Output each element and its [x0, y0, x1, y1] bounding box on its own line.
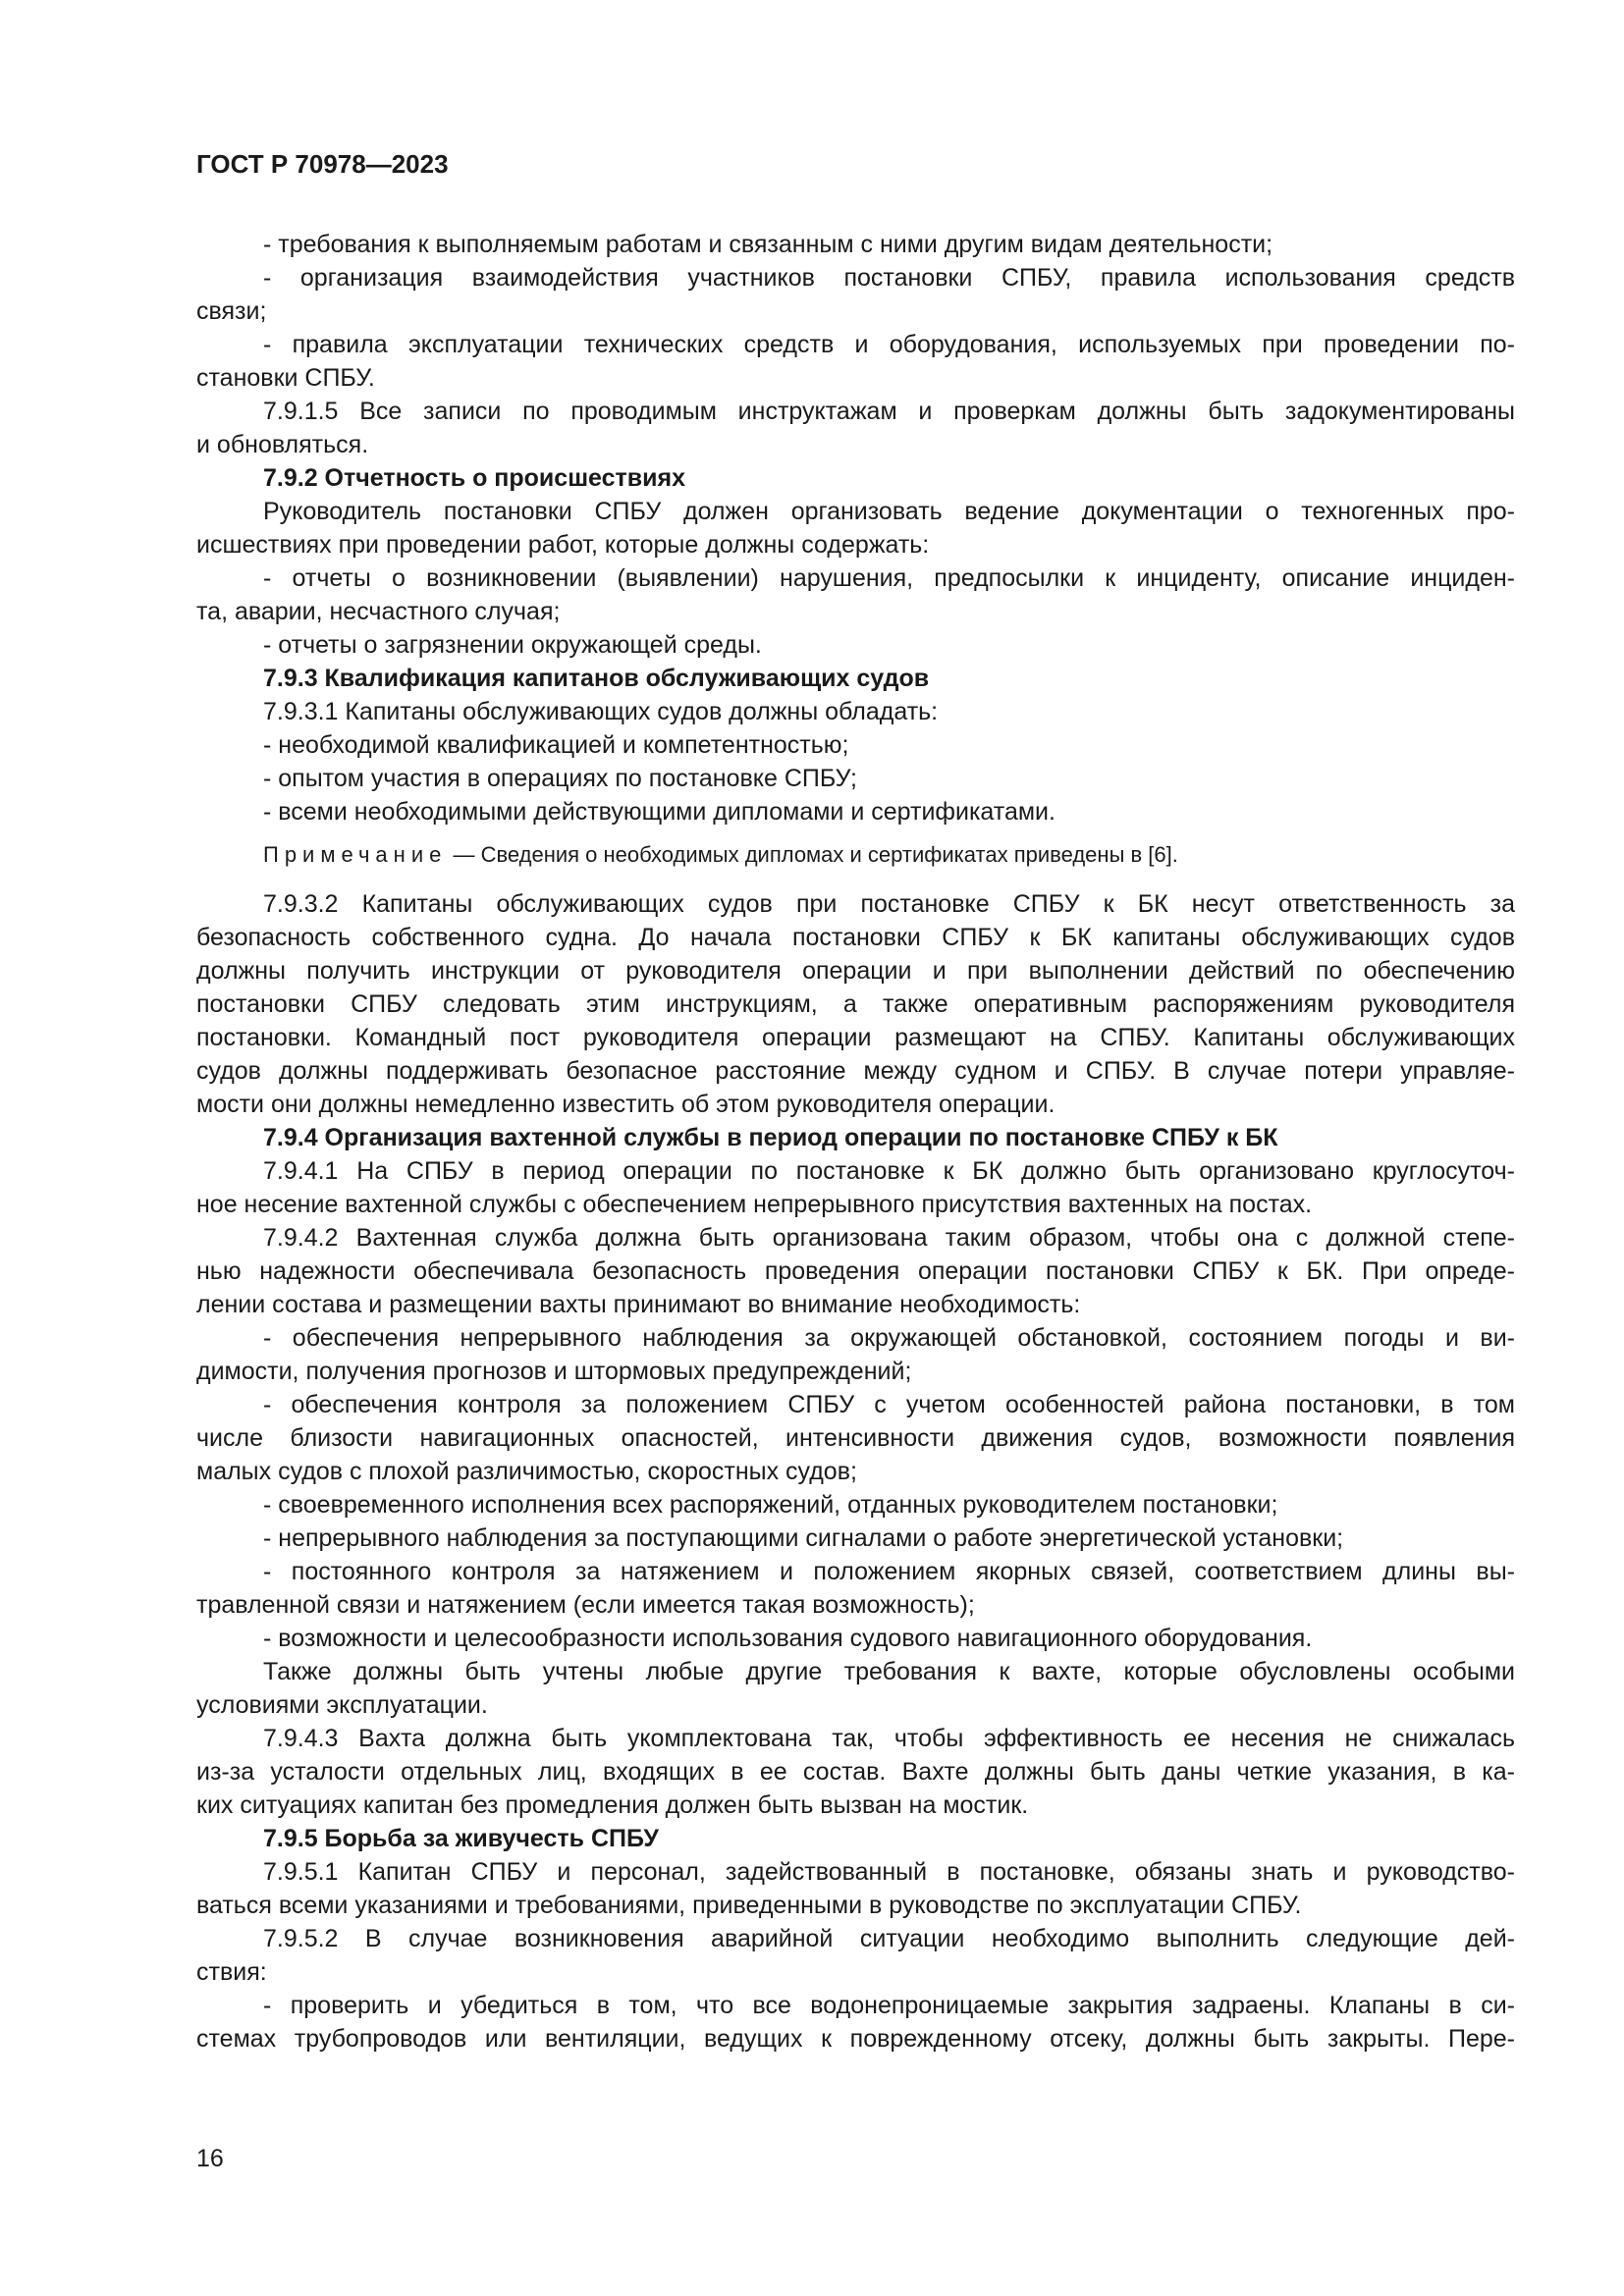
text-line: 7.9.3.1 Капитаны обслуживающих судов должны обладать: [263, 698, 939, 725]
text-line: 7.9.1.5 Все записи по проводимым инструктажам и проверкам должны быть задокументированы [263, 398, 1515, 425]
text-line: ствия: [196, 1958, 267, 1986]
note-line [196, 839, 1515, 871]
section-heading: 7.9.4 Организация вахтенной службы в период операции по постановке СПБУ к БК [263, 1124, 1278, 1151]
text-line: ное несение вахтенной службы с обеспечением непрерывного присутствия вахтенных на постах. [196, 1191, 1313, 1218]
document-header: ГОСТ Р 70978—2023 [196, 149, 449, 179]
text-line: ваться всеми указаниями и требованиями, приведенными в руководстве по эксплуатации СПБУ. [196, 1892, 1302, 1919]
text-line: связи; [196, 297, 267, 325]
text-line: - обеспечения контроля за положением СПБУ с учетом особенностей района постановки, в том [263, 1391, 1515, 1418]
text-line: 7.9.4.2 Вахтенная служба должна быть организована таким образом, чтобы она с должной степе- [263, 1224, 1515, 1252]
note-label: Примечание [263, 842, 448, 867]
text-line: - необходимой квалификацией и компетентностью; [263, 731, 849, 759]
section-heading: 7.9.3 Квалификация капитанов обслуживающих судов [263, 665, 930, 692]
text-line: лении состава и размещении вахты принимают во внимание необходимость: [196, 1291, 1081, 1318]
note-text: — Сведения о необходимых дипломах и сертификатах приведены в [6]. [447, 842, 1178, 867]
text-line: постановки. Командный пост руководителя операции размещают на СПБУ. Капитаны обслуживающих [196, 1024, 1515, 1051]
text-line: нью надежности обеспечивала безопасность проведения операции постановки СПБУ к БК. При опреде- [196, 1257, 1515, 1285]
text-line: - обеспечения непрерывного наблюдения за окружающей обстановкой, состоянием погоды и ви- [263, 1324, 1515, 1352]
section-heading: 7.9.5 Борьба за живучесть СПБУ [263, 1825, 659, 1852]
text-line: 7.9.3.2 Капитаны обслуживающих судов при постановке СПБУ к БК несут ответственность за [263, 890, 1515, 918]
text-line: - постоянного контроля за натяжением и положением якорных связей, соответствием длины вы- [263, 1558, 1515, 1585]
text-line: числе близости навигационных опасностей, интенсивности движения судов, возможности появления [196, 1424, 1515, 1452]
text-line: травленной связи и натяжением (если имеется такая возможность); [196, 1591, 975, 1619]
text-line: - возможности и целесообразности использования судового навигационного оборудования. [263, 1625, 1313, 1652]
text-line: должны получить инструкции от руководителя операции и при выполнении действий по обеспечению [196, 957, 1515, 985]
text-line: 7.9.4.1 На СПБУ в период операции по постановке к БК должно быть организовано круглосуточ- [263, 1157, 1515, 1185]
text-line: - всеми необходимыми действующими дипломами и сертификатами. [263, 798, 1056, 826]
text-line: - организация взаимодействия участников постановки СПБУ, правила использования средств [263, 264, 1515, 292]
text-line: - своевременного исполнения всех распоряжений, отданных руководителем постановки; [263, 1491, 1278, 1519]
text-line: ких ситуациях капитан без промедления должен быть вызван на мостик. [196, 1791, 1029, 1819]
text-line: безопасность собственного судна. До начала постановки СПБУ к БК капитаны обслуживающих судов [196, 924, 1515, 951]
text-line: условиями эксплуатации. [196, 1691, 488, 1719]
text-line: - проверить и убедиться в том, что все водонепроницаемые закрытия задраены. Клапаны в си- [263, 1992, 1515, 2019]
text-line: - правила эксплуатации технических средств и оборудования, используемых при проведении по- [263, 331, 1515, 358]
text-line: - непрерывного наблюдения за поступающими сигналами о работе энергетической установки; [263, 1524, 1344, 1552]
text-line: - отчеты о возникновении (выявлении) нарушения, предпосылки к инциденту, описание инциден- [263, 564, 1515, 592]
text-line: и обновляться. [196, 431, 369, 458]
text-line: становки СПБУ. [196, 364, 375, 392]
text-line: из-за усталости отдельных лиц, входящих в ее состав. Вахте должны быть даны четкие указания, в ка- [196, 1758, 1515, 1786]
text-line: мости они должны немедленно известить об этом руководителя операции. [196, 1091, 1056, 1118]
text-line: стемах трубопроводов или вентиляции, ведущих к поврежденному отсеку, должны быть закрыты. Пере- [196, 2025, 1515, 2053]
text-line: 7.9.4.3 Вахта должна быть укомплектована так, чтобы эффективность ее несения не снижалась [263, 1725, 1515, 1752]
text-line: малых судов с плохой различимостью, скоростных судов; [196, 1458, 857, 1485]
text-line: - опытом участия в операциях по постановке СПБУ; [263, 765, 857, 792]
text-line: димости, получения прогнозов и штормовых предупреждений; [196, 1358, 912, 1385]
text-line: постановки СПБУ следовать этим инструкциям, а также оперативным распоряжениям руководителя [196, 990, 1515, 1018]
text-line: Руководитель постановки СПБУ должен организовать ведение документации о техногенных про- [263, 498, 1515, 525]
text-line: исшествиях при проведении работ, которые должны содержать: [196, 531, 930, 559]
text-line: Также должны быть учтены любые другие требования к вахте, которые обусловлены особыми [263, 1658, 1515, 1685]
text-line: судов должны поддерживать безопасное расстояние между судном и СПБУ. В случае потери управляе- [196, 1057, 1515, 1085]
page-number: 16 [196, 2145, 224, 2172]
text-line: - отчеты о загрязнении окружающей среды. [263, 631, 762, 659]
text-line: та, аварии, несчастного случая; [196, 598, 561, 625]
text-line: - требования к выполняемым работам и связанным с ними другим видам деятельности; [263, 231, 1273, 258]
section-heading: 7.9.2 Отчетность о происшествиях [263, 464, 685, 492]
text-line: 7.9.5.2 В случае возникновения аварийной ситуации необходимо выполнить следующие дей- [263, 1925, 1515, 1952]
text-line: 7.9.5.1 Капитан СПБУ и персонал, задействованный в постановке, обязаны знать и руководство- [263, 1858, 1515, 1886]
